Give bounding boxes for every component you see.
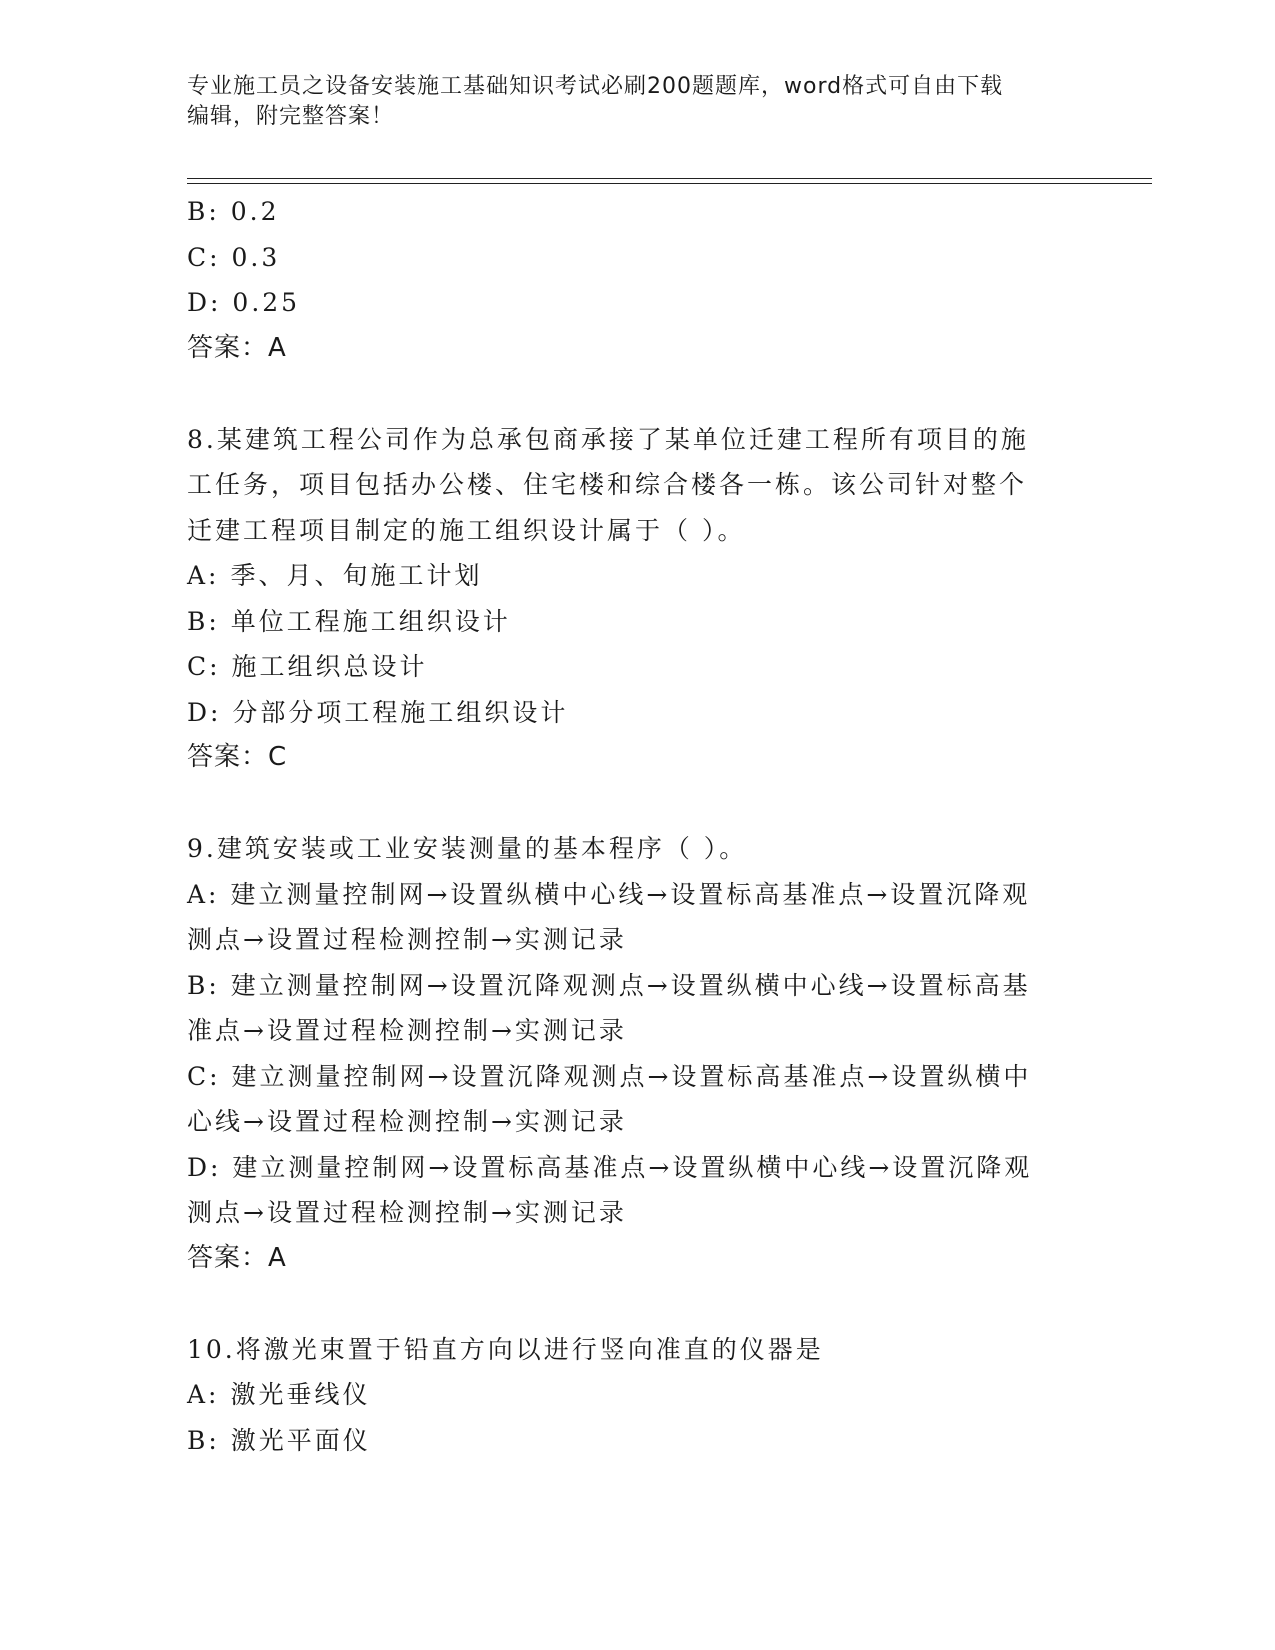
answer: 答案：A <box>187 332 287 363</box>
option-a: A: 激光垂线仪 <box>187 1380 371 1409</box>
question-7-tail <box>187 189 1087 371</box>
document-header <box>187 72 1067 132</box>
option-b: B: 0.2 <box>187 197 280 226</box>
question-stem-line: 9.建筑安装或工业安装测量的基本程序（ ）。 <box>187 834 748 863</box>
header-line-2: 编辑，附完整答案！ <box>187 104 395 129</box>
question-stem-line: 10.将激光束置于铅直方向以进行竖向准直的仪器是 <box>187 1334 824 1364</box>
spacer <box>187 1281 1087 1327</box>
header-line-1: 专业施工员之设备安装施工基础知识考试必刷200题题库，word格式可自由下载 <box>187 74 1004 99</box>
spacer <box>187 781 1087 827</box>
option-d: D: 建立测量控制网→设置标高基准点→设置纵横中心线→设置沉降观 <box>187 1152 1033 1182</box>
option-a: A: 建立测量控制网→设置纵横中心线→设置标高基准点→设置沉降观 <box>187 879 1031 909</box>
option-d-continued: 测点→设置过程检测控制→实测记录 <box>187 1198 627 1227</box>
option-b: B: 激光平面仪 <box>187 1425 371 1455</box>
spacer <box>187 371 1087 417</box>
option-a: A: 季、月、旬施工计划 <box>187 561 483 590</box>
option-c: C: 建立测量控制网→设置沉降观测点→设置标高基准点→设置纵横中 <box>187 1061 1032 1091</box>
option-d: D: 0.25 <box>187 288 301 317</box>
question-8 <box>187 417 1087 781</box>
option-c-continued: 心线→设置过程检测控制→实测记录 <box>187 1107 627 1136</box>
option-a-continued: 测点→设置过程检测控制→实测记录 <box>187 925 627 954</box>
header-divider-top <box>187 178 1152 179</box>
option-b: B: 建立测量控制网→设置沉降观测点→设置纵横中心线→设置标高基 <box>187 970 1031 1000</box>
answer: 答案：A <box>187 1242 287 1273</box>
option-b-continued: 准点→设置过程检测控制→实测记录 <box>187 1016 627 1045</box>
option-d: D: 分部分项工程施工组织设计 <box>187 697 569 727</box>
header-divider-bottom <box>187 183 1152 184</box>
question-stem-line: 迁建工程项目制定的施工组织设计属于（ ）。 <box>187 515 746 545</box>
question-content <box>187 189 1087 1463</box>
question-stem-line: 工任务，项目包括办公楼、住宅楼和综合楼各一栋。该公司针对整个 <box>187 470 1028 499</box>
option-b: B: 单位工程施工组织设计 <box>187 606 511 636</box>
option-c: C: 施工组织总设计 <box>187 652 428 681</box>
option-c: C: 0.3 <box>187 242 281 272</box>
question-9 <box>187 826 1087 1281</box>
question-stem-line: 8.某建筑工程公司作为总承包商承接了某单位迁建工程所有项目的施 <box>187 424 1029 454</box>
question-10 <box>187 1327 1087 1464</box>
answer: 答案：C <box>187 742 288 772</box>
